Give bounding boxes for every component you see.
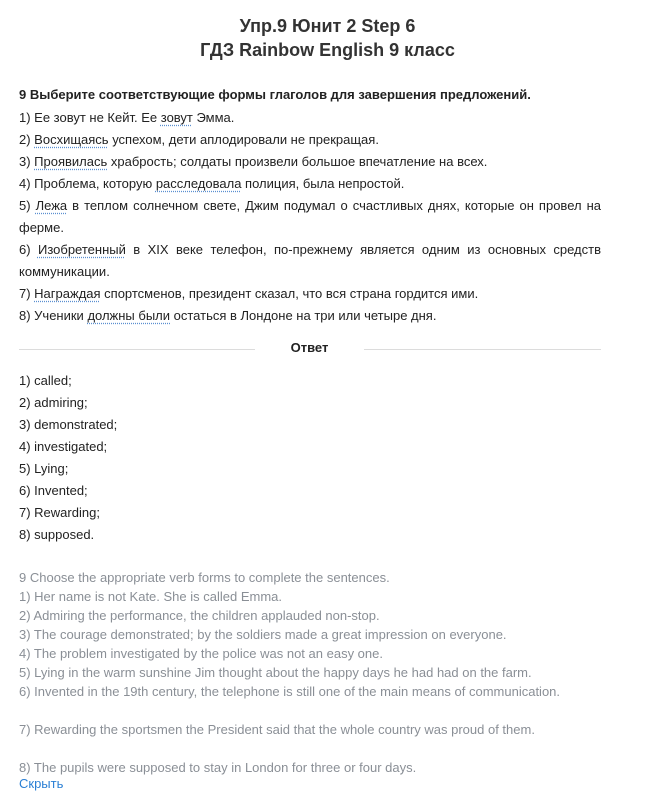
translation-line: 3) The courage demonstrated; by the soldiers made a great impression on everyone. <box>19 627 507 642</box>
answer-item: 4) investigated; <box>19 439 108 454</box>
underlined-verb: расследовала <box>155 176 242 191</box>
divider-right <box>364 349 601 350</box>
translation-line: 8) The pupils were supposed to stay in London for three or four days. <box>19 760 417 775</box>
hide-link[interactable]: Скрыть <box>19 776 64 791</box>
underlined-verb: Изобретенный <box>37 242 126 257</box>
task-instruction: 9 Выберите соответствующие формы глаголов для завершения предложений. <box>19 87 531 102</box>
translation-line: 9 Choose the appropriate verb forms to complete the sentences. <box>19 570 390 585</box>
task-sentence: 3) Проявилась храбрость; солдаты произвели большое впечатление на всех. <box>19 154 488 169</box>
translation-line: 6) Invented in the 19th century, the telephone is still one of the main means of communication. <box>19 684 561 699</box>
answer-item: 2) admiring; <box>19 395 88 410</box>
translation-line: 7) Rewarding the sportsmen the President said that the whole country was proud of them. <box>19 722 535 737</box>
translation-line: 1) Her name is not Kate. She is called Emma. <box>19 589 283 604</box>
answer-item: 6) Invented; <box>19 483 88 498</box>
answer-item: 7) Rewarding; <box>19 505 100 520</box>
task-sentence: 7) Награждая спортсменов, президент сказал, что вся страна гордится ими. <box>19 286 479 301</box>
underlined-verb: должны были <box>87 308 171 323</box>
task-sentence: 8) Ученики должны были остаться в Лондоне на три или четыре дня. <box>19 308 437 323</box>
underlined-verb: Восхищаясь <box>34 132 109 147</box>
underlined-verb: Проявилась <box>34 154 108 169</box>
task-sentence: 5) Лежа в теплом солнечном свете, Джим подумал о счастливых днях, которые он провел на ферме. <box>19 198 602 235</box>
underlined-verb: Лежа <box>35 198 68 213</box>
answer-item: 5) Lying; <box>19 461 69 476</box>
task-sentence: 6) Изобретенный в XIX веке телефон, по-прежнему является одним из основных средств коммуникации. <box>19 242 601 279</box>
answer-item: 1) called; <box>19 373 72 388</box>
page-title: Упр.9 Юнит 2 Step 6 <box>239 16 416 36</box>
answer-item: 8) supposed. <box>19 527 95 542</box>
divider-left <box>19 349 255 350</box>
task-sentence: 1) Ее зовут не Кейт. Ее зовут Эмма. <box>19 110 235 125</box>
task-sentence: 4) Проблема, которую расследовала полиция, была непростой. <box>19 176 405 191</box>
answer-item: 3) demonstrated; <box>19 417 118 432</box>
translation-line: 2) Admiring the performance, the children applauded non-stop. <box>19 608 380 623</box>
underlined-verb: Награждая <box>34 286 101 301</box>
translation-line: 4) The problem investigated by the police was not an easy one. <box>19 646 383 661</box>
page-subtitle: ГДЗ Rainbow English 9 класс <box>200 40 455 60</box>
translation-line: 5) Lying in the warm sunshine Jim thought about the happy days he had had on the farm. <box>19 665 532 680</box>
task-sentence: 2) Восхищаясь успехом, дети аплодировали не прекращая. <box>19 132 379 147</box>
underlined-verb: зовут <box>160 110 193 125</box>
answer-heading: Ответ <box>290 340 329 355</box>
